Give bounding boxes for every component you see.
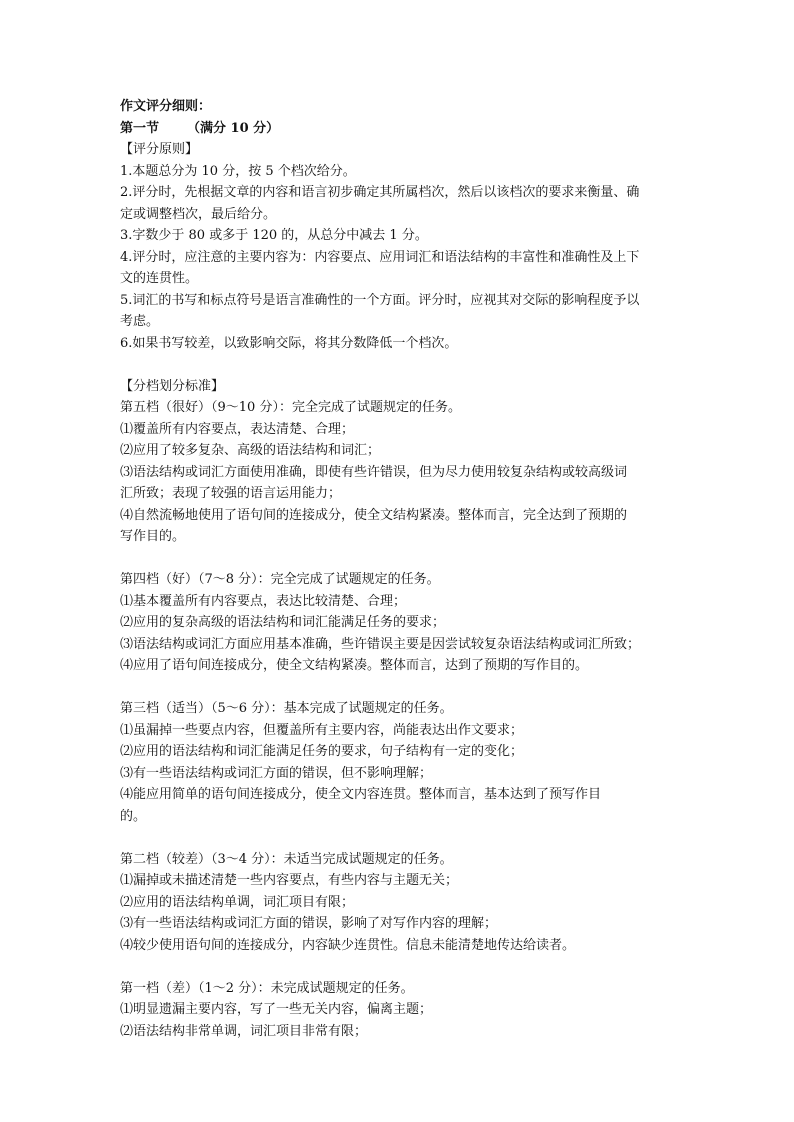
section-score: （满分 10 分）: [187, 120, 280, 136]
tier-block: [120, 698, 680, 827]
tier-block: [120, 569, 680, 677]
section-label: 第一节: [120, 120, 160, 136]
tier-block: [120, 397, 680, 548]
principles-heading: 【评分原则】: [120, 142, 199, 157]
document-content: [120, 96, 680, 1042]
tier-criterion-line: ⑶有一些语法结构或词汇方面的错误，影响了对写作内容的理解；: [120, 916, 498, 931]
tier-criterion-line: ⑵应用的语法结构和词汇能满足任务的要求，句子结构有一定的变化；: [120, 744, 524, 759]
principle-line: 1.本题总分为 10 分，按 5 个档次给分。: [120, 163, 356, 179]
document-title: 作文评分细则：: [120, 99, 212, 114]
tier-criterion-line: ⑴基本覆盖所有内容要点，表达比较清楚、合理；: [120, 593, 407, 609]
principles-list: [120, 161, 680, 355]
tier-criterion-line: ⑴漏掉或未描述清楚一些内容要点，有些内容与主题无关；: [120, 873, 459, 888]
tier-criterion-line: ⑵应用的复杂高级的语法结构和词汇能满足任务的要求；: [120, 615, 446, 630]
tier-block: [120, 849, 680, 957]
tier-title: 第一档（差）（1～2 分）：未完成试题规定的任务。: [120, 980, 414, 996]
principle-line: 5.词汇的书写和标点符号是语言准确性的一个方面。评分时，应视其对交际的影响程度予以: [120, 292, 640, 308]
principle-line: 3.字数少于 80 或多于 120 的，从总分中减去 1 分。: [120, 228, 428, 243]
principle-line: 文的连贯性。: [120, 271, 199, 286]
tier-criterion-line: ⑷能应用简单的语句间连接成分，使全文内容连贯。整体而言，基本达到了预写作目: [120, 787, 602, 802]
tier-criterion-line: ⑶语法结构或词汇方面使用准确，即使有些许错误，但为尽力使用较复杂结构或较高级词: [120, 464, 628, 480]
tier-criterion-line: ⑴虽漏掉一些要点内容，但覆盖所有主要内容，尚能表达出作文要求；: [120, 722, 524, 738]
tier-criterion-line: ⑷较少使用语句间的连接成分，内容缺少连贯性。信息未能清楚地传达给读者。: [120, 937, 576, 953]
tier-criterion-line: ⑴明显遗漏主要内容，写了一些无关内容，偏离主题；: [120, 1002, 433, 1017]
principle-line: 6.如果书写较差，以致影响交际，将其分数降低一个档次。: [120, 335, 458, 351]
tier-criterion-line: 的。: [120, 808, 147, 824]
tier-criterion-line: ⑷应用了语句间连接成分，使全文结构紧凑。整体而言，达到了预期的写作目的。: [120, 658, 589, 673]
principle-line: 定或调整档次，最后给分。: [120, 206, 277, 222]
tier-criterion-line: ⑴覆盖所有内容要点，表达清楚、合理；: [120, 421, 355, 437]
standards-heading: 【分档划分标准】: [120, 378, 225, 394]
principle-line: 4.评分时，应注意的主要内容为：内容要点、应用词汇和语法结构的丰富性和准确性及上下: [120, 249, 640, 265]
principle-line: 2.评分时，先根据文章的内容和语言初步确定其所属档次，然后以该档次的要求来衡量、确: [120, 185, 640, 200]
tier-list: [120, 397, 680, 1042]
tier-title: 第二档（较差）（3～4 分）：未适当完成试题规定的任务。: [120, 851, 453, 867]
tier-title: 第四档（好）（7～8 分）：完全完成了试题规定的任务。: [120, 572, 440, 587]
section-heading: [120, 118, 680, 140]
tier-criterion-line: 写作目的。: [120, 529, 186, 544]
tier-criterion-line: ⑵应用的语法结构单调，词汇项目有限；: [120, 894, 355, 910]
tier-criterion-line: ⑶有一些语法结构或词汇方面的错误，但不影响理解；: [120, 765, 433, 781]
tier-criterion-line: ⑷自然流畅地使用了语句间的连接成分，使全文结构紧凑。整体而言，完全达到了预期的: [120, 507, 628, 523]
tier-block: [120, 978, 680, 1043]
tier-criterion-line: ⑵语法结构非常单调，词汇项目非常有限；: [120, 1023, 368, 1039]
tier-criterion-line: 汇所致；表现了较强的语言运用能力；: [120, 486, 342, 501]
tier-title: 第五档（很好）（9～10 分）：完全完成了试题规定的任务。: [120, 400, 461, 415]
tier-title: 第三档（适当）（5～6 分）：基本完成了试题规定的任务。: [120, 701, 453, 716]
principle-line: 考虑。: [120, 314, 160, 329]
tier-criterion-line: ⑵应用了较多复杂、高级的语法结构和词汇；: [120, 443, 381, 458]
tier-criterion-line: ⑶语法结构或词汇方面应用基本准确，些许错误主要是因尝试较复杂语法结构或词汇所致；: [120, 636, 641, 652]
